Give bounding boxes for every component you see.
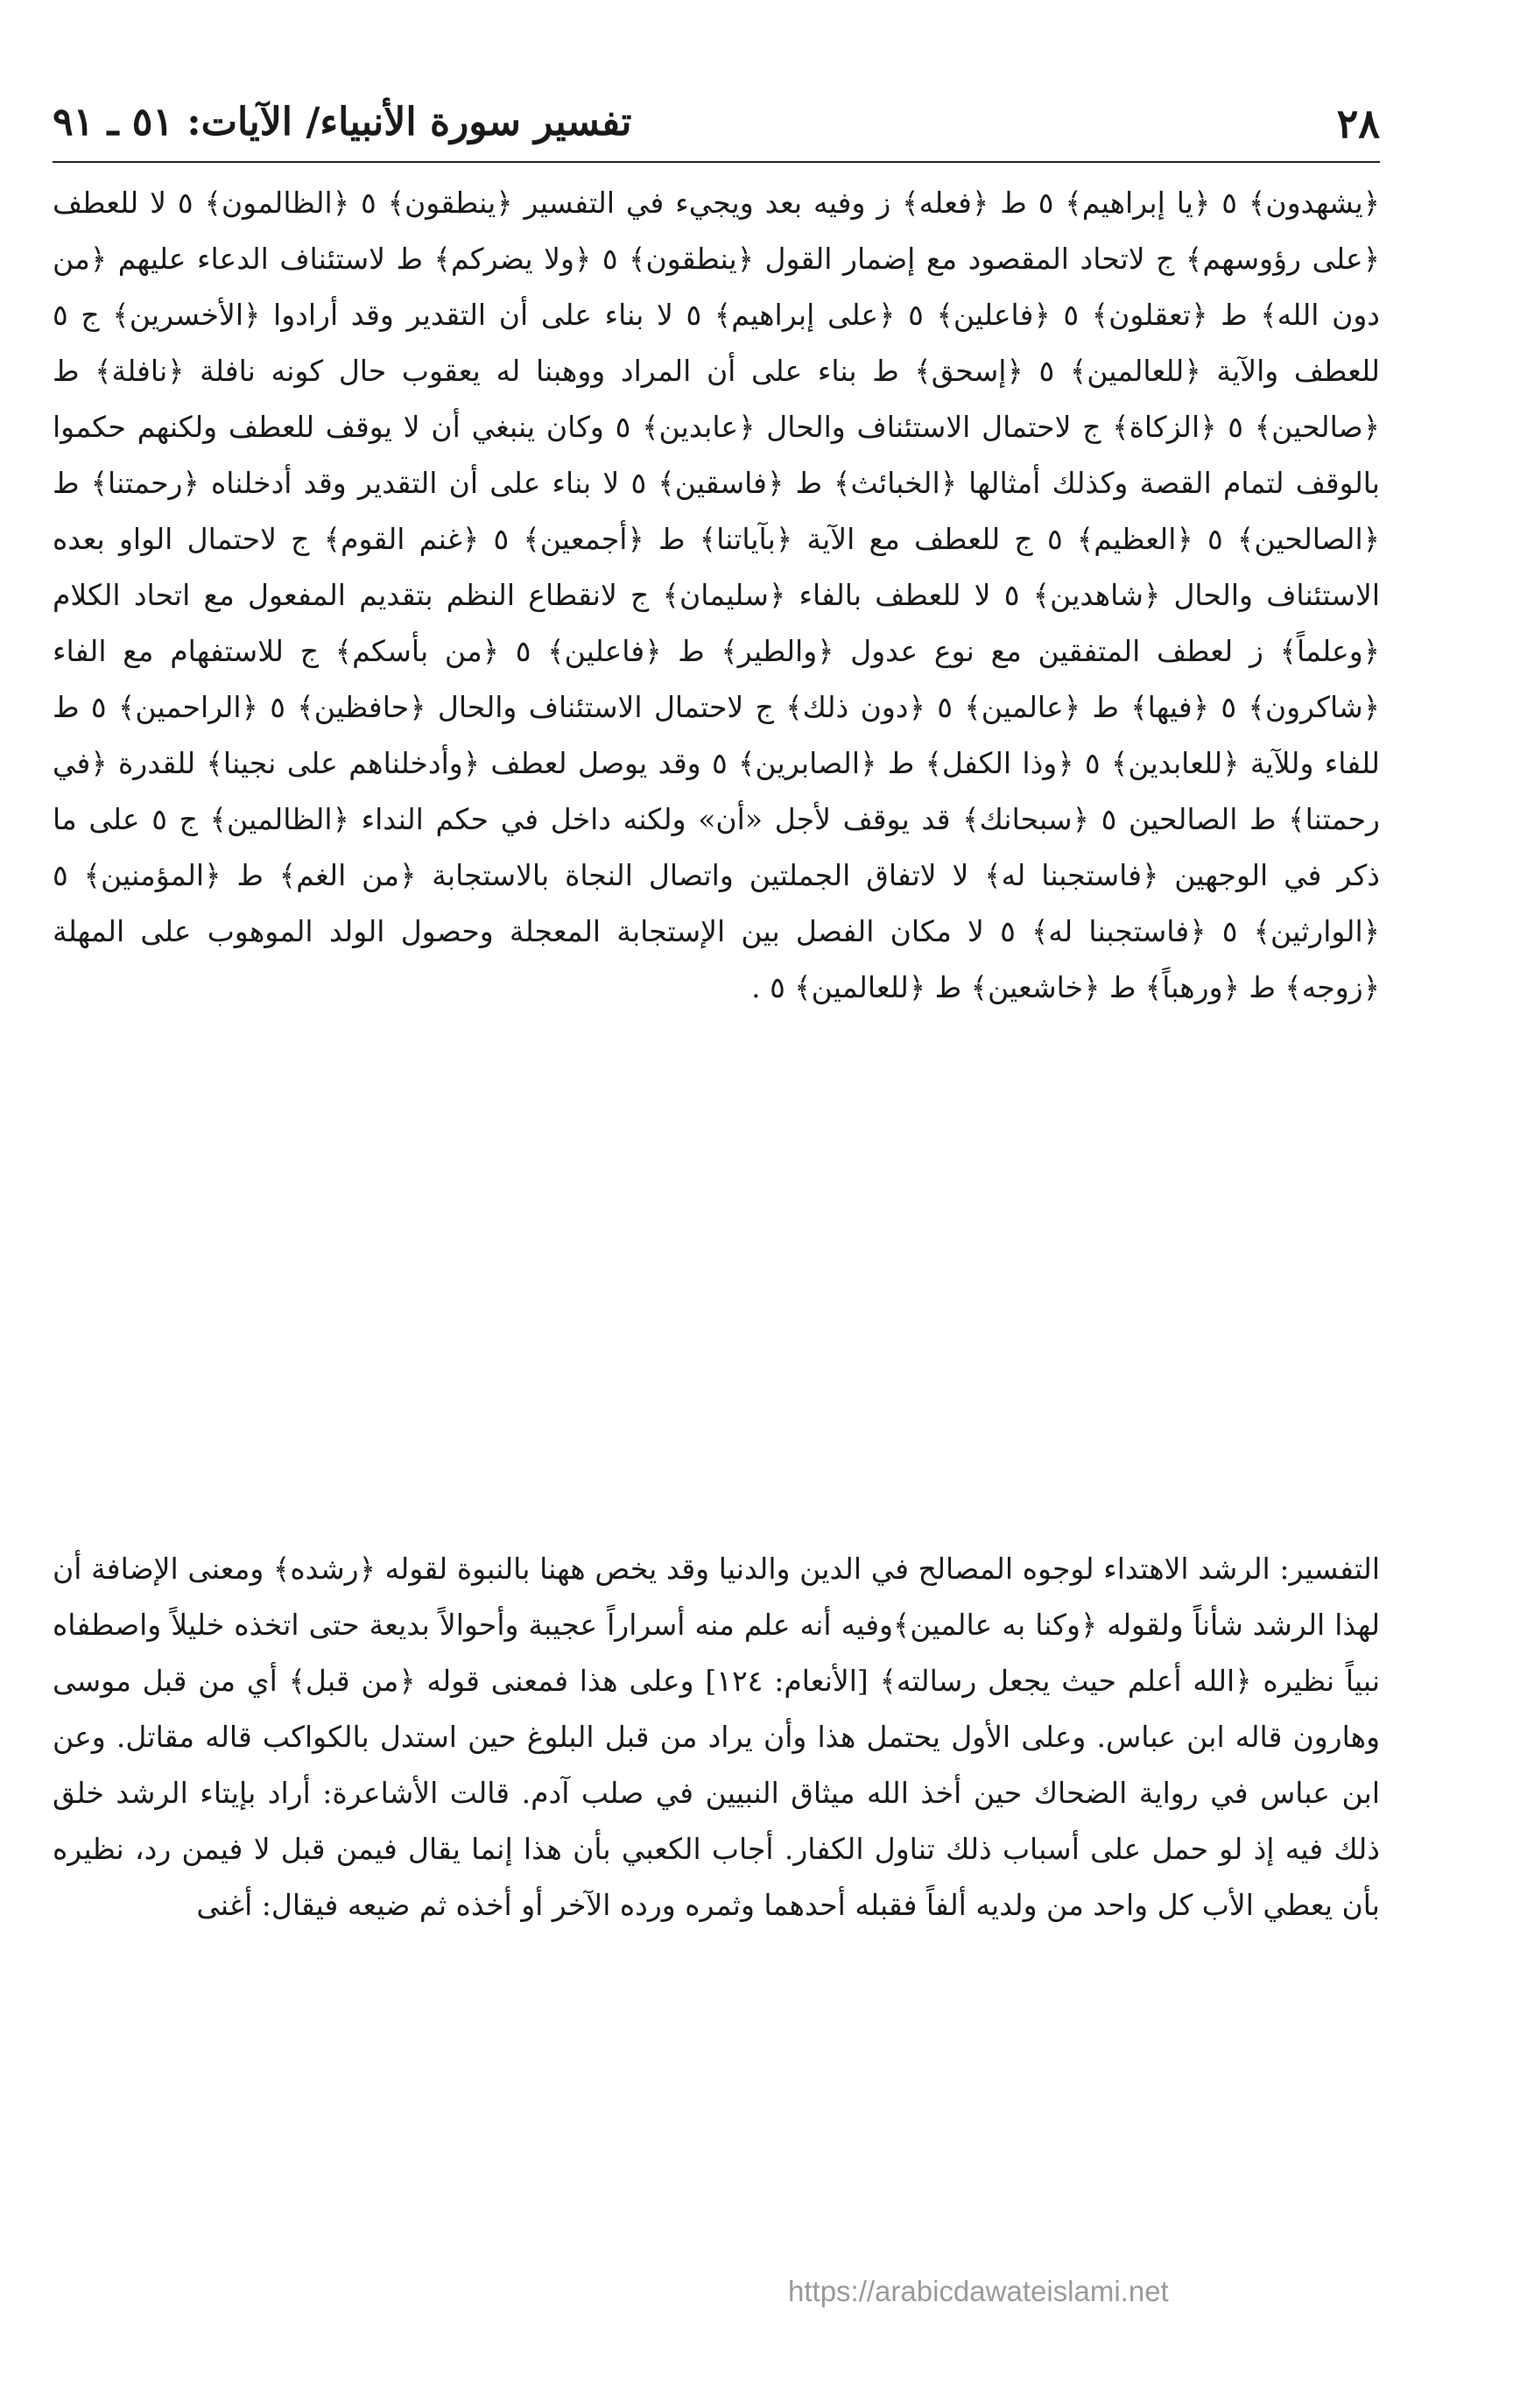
page-header (53, 88, 1380, 158)
page-number: ٢٨ (1336, 100, 1380, 147)
running-head: تفسير سورة الأنبياء/ الآيات: ٥١ ـ ٩١ (53, 100, 632, 144)
waqf-notes-paragraph: ﴿يشهدون﴾ ٥ ﴿يا إبراهيم﴾ ٥ ط ﴿فعله﴾ ز وفيه بعد ويجيء في التفسير ﴿ينطقون﴾ ٥ ﴿الظالمون﴾ ٥ لا للعطف ﴿على رؤوسهم﴾ ج لاتحاد المقصود مع إضمار القول ﴿ينطقون﴾ ٥ ﴿ولا يضركم﴾ ط لاستئناف الدعاء عليهم ﴿من دون الله﴾ ط ﴿تعقلون﴾ ٥ ﴿فاعلين﴾ ٥ ﴿على إبراهيم﴾ ٥ لا بناء على أن التقدير وقد أرادوا ﴿الأخسرين﴾ ج ٥ للعطف والآية ﴿للعالمين﴾ ٥ ﴿إسحق﴾ ط بناء على أن المراد ووهبنا له يعقوب حال كونه نافلة ﴿نافلة﴾ ط ﴿صالحين﴾ ٥ ﴿الزكاة﴾ ج لاحتمال الاستئناف والحال ﴿عابدين﴾ ٥ وكان ينبغي أن لا يوقف للعطف ولكنهم حكموا بالوقف لتمام القصة وكذلك أمثالها ﴿الخبائث﴾ ط ﴿فاسقين﴾ ٥ لا بناء على أن التقدير وقد أدخلناه ﴿رحمتنا﴾ ط ﴿الصالحين﴾ ٥ ﴿العظيم﴾ ٥ ج للعطف مع الآية ﴿بآياتنا﴾ ط ﴿أجمعين﴾ ٥ ﴿غنم القوم﴾ ج لاحتمال الواو بعده الاستئناف والحال ﴿شاهدين﴾ ٥ لا للعطف بالفاء ﴿سليمان﴾ ج لانقطاع النظم بتقديم المفعول مع اتحاد الكلام ﴿وعلماً﴾ ز لعطف المتفقين مع نوع عدول ﴿والطير﴾ ط ﴿فاعلين﴾ ٥ ﴿من بأسكم﴾ ج للاستفهام مع الفاء ﴿شاكرون﴾ ٥ ﴿فيها﴾ ط ﴿عالمين﴾ ٥ ﴿دون ذلك﴾ ج لاحتمال الاستئناف والحال ﴿حافظين﴾ ٥ ﴿الراحمين﴾ ٥ ط للفاء وللآية ﴿للعابدين﴾ ٥ ﴿وذا الكفل﴾ ط ﴿الصابرين﴾ ٥ وقد يوصل لعطف ﴿وأدخلناهم على نجينا﴾ للقدرة ﴿في رحمتنا﴾ ط الصالحين ٥ ﴿سبحانك﴾ قد يوقف لأجل «أن» ولكنه داخل في حكم النداء ﴿الظالمين﴾ ج ٥ على ما ذكر في الوجهين ﴿فاستجبنا له﴾ لا لاتفاق الجملتين واتصال النجاة بالاستجابة ﴿من الغم﴾ ط ﴿المؤمنين﴾ ٥ ﴿الوارثين﴾ ٥ ﴿فاستجبنا له﴾ ٥ لا مكان الفصل بين الإستجابة المعجلة وحصول الولد الموهوب على المهلة ﴿زوجه﴾ ط ﴿ورهباً﴾ ط ﴿خاشعين﴾ ط ﴿للعالمين﴾ ٥ . (53, 186, 1380, 1004)
header-rule (53, 161, 1380, 163)
tafsir-paragraph: التفسير: الرشد الاهتداء لوجوه المصالح في الدين والدنيا وقد يخص ههنا بالنبوة لقوله ﴿رشده﴾ ومعنى الإضافة أن لهذا الرشد شأناً ولقوله ﴿وكنا به عالمين﴾وفيه أنه علم منه أسراراً عجيبة وأحوالاً بديعة حتى اتخذه خليلاً واصطفاه نبياً نظيره ﴿الله أعلم حيث يجعل رسالته﴾ [الأنعام: ١٢٤] وعلى هذا فمعنى قوله ﴿من قبل﴾ أي من قبل موسى وهارون قاله ابن عباس. وعلى الأول يحتمل هذا وأن يراد من قبل البلوغ حين استدل بالكواكب قاله مقاتل. وعن ابن عباس في رواية الضحاك حين أخذ الله ميثاق النبيين في صلب آدم. قالت الأشاعرة: أراد بإيتاء الرشد خلق ذلك فيه إذ لو حمل على أسباب ذلك تناول الكفار. أجاب الكعبي بأن هذا إنما يقال فيمن قبل لا فيمن رد، نظيره بأن يعطي الأب كل واحد من ولديه ألفاً فقبله أحدهما وثمره ورده الآخر أو أخذه ثم ضيعه فيقال: أغنى (53, 1552, 1380, 1922)
watermark-url: https://arabicdawateislami.net (788, 2275, 1169, 2307)
